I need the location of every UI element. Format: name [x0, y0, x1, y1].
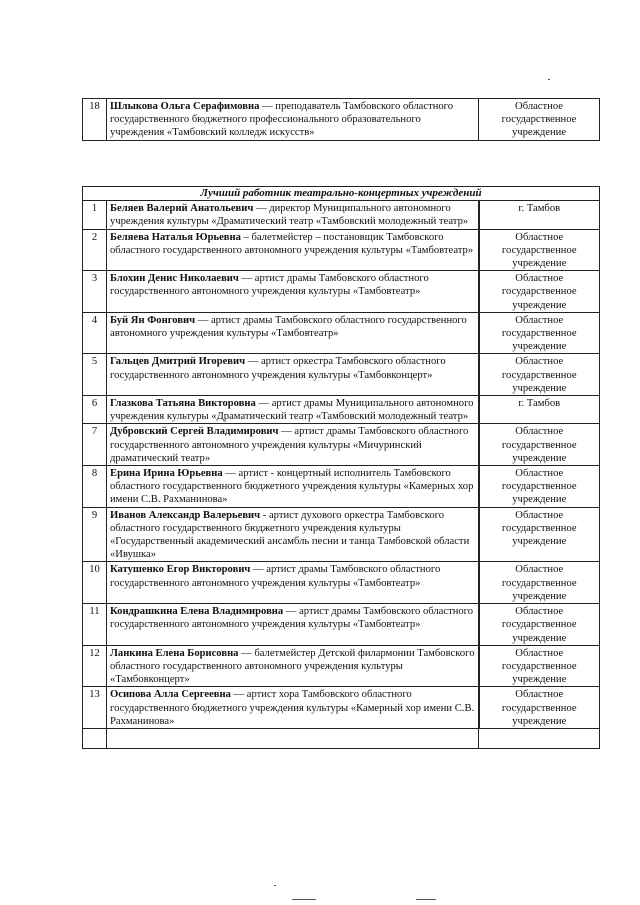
table-row: [83, 645, 600, 687]
nominee-name: Беляева Наталья Юрьевна: [110, 231, 241, 243]
nominee-position: — артист драмы Тамбовского областного государственного автономного учреждения культуры «Тамбовтеатр»: [110, 314, 467, 340]
institution-type: Областное государственное учреждение: [479, 312, 600, 354]
nominee-position: — директор Муниципального автономного учреждения культуры «Драматический театр «Тамбовский молодежный театр»: [110, 203, 469, 228]
nominee-cell: [107, 201, 479, 229]
table-row: [83, 229, 600, 271]
institution-type: Областное государственное учреждение: [479, 507, 600, 562]
row-number: 11: [83, 604, 107, 646]
table-row: [83, 562, 600, 604]
table-row: [83, 687, 600, 729]
table-row: [83, 354, 600, 396]
nominee-name: Глазкова Татьяна Викторовна: [110, 398, 256, 410]
nominee-position: — артист драмы Тамбовского областного государственного автономного учреждения культуры «Тамбовтеатр»: [110, 273, 429, 298]
table-row-empty: [83, 728, 600, 748]
table-top-body: [83, 99, 600, 141]
nominee-name: Иванов Александр Валерьевич: [110, 509, 261, 521]
nominee-name: Блохин Денис Николаевич: [110, 273, 239, 285]
table-theatre-concert: [82, 186, 600, 749]
scan-speck: [416, 899, 436, 900]
nominee-cell: [107, 229, 479, 271]
institution-type: Областное государственное учреждение: [479, 562, 600, 604]
nominee-position: – балетмейстер – постановщик Тамбовского областного государственного автономного учреждения культуры «Тамбовтеатр»: [110, 231, 474, 256]
nominee-cell: [107, 562, 479, 604]
nominee-cell: [107, 424, 479, 466]
row-number: 1: [83, 201, 107, 229]
institution-type: Областное государственное учреждение: [479, 645, 600, 687]
scan-speck: [548, 79, 550, 80]
nominee-name: Осипова Алла Сергеевна: [110, 689, 231, 701]
nominee-position: - артист духового оркестра Тамбовского областного государственного бюджетного учреждения культуры «Государственный академический ансамбль песни и танца Тамбовской области «Ивушка»: [110, 509, 470, 561]
institution-type: Областное государственное учреждение: [479, 687, 600, 729]
nominee-position: — артист хора Тамбовского областного государственного бюджетного учреждения культуры «Камерный хор имени С.В. Рахманинова»: [110, 689, 475, 727]
row-number: 12: [83, 645, 107, 687]
table-row: [83, 396, 600, 424]
nominee-name: Ланкина Елена Борисовна: [110, 647, 239, 659]
row-number: 9: [83, 507, 107, 562]
scan-speck: [274, 885, 276, 886]
table-row: [83, 424, 600, 466]
table-row: [83, 466, 600, 508]
nominee-cell: [107, 507, 479, 562]
institution-type: г. Тамбов: [479, 396, 600, 424]
nominee-name: Беляев Валерий Анатольевич: [110, 203, 254, 215]
row-number: 6: [83, 396, 107, 424]
table-theatre-concert-body: [83, 201, 600, 749]
row-number: 5: [83, 354, 107, 396]
institution-type: Областное государственное учреждение: [479, 99, 600, 141]
nominee-cell: [107, 687, 479, 729]
institution-type: г. Тамбов: [479, 201, 600, 229]
nominee-cell: [107, 354, 479, 396]
institution-type: Областное государственное учреждение: [479, 424, 600, 466]
scan-speck: [292, 899, 316, 900]
nominee-name: Буй Ян Фонгович: [110, 314, 196, 326]
nominee-name: Катушенко Егор Викторович: [110, 564, 251, 576]
row-number: 10: [83, 562, 107, 604]
nominee-position: — артист оркестра Тамбовского областного государственного автономного учреждения культуры «Тамбовконцерт»: [110, 356, 446, 381]
table-row: [83, 312, 600, 354]
table-row: [83, 271, 600, 313]
row-number: 4: [83, 312, 107, 354]
table-row: [83, 99, 600, 141]
nominee-cell: [107, 312, 479, 354]
nominee-cell: [107, 396, 479, 424]
nominee-position: — артист драмы Тамбовского областного государственного автономного учреждения культуры «Тамбовтеатр»: [110, 606, 474, 631]
nominee-cell: [107, 645, 479, 687]
nominee-position: — артист драмы Тамбовского областного государственного автономного учреждения культуры «Мичуринский драматический театр»: [110, 426, 469, 464]
row-number: 13: [83, 687, 107, 729]
row-number: 2: [83, 229, 107, 271]
nominee-name: Кондрашкина Елена Владимировна: [110, 606, 284, 618]
table-row: [83, 507, 600, 562]
institution-type: Областное государственное учреждение: [479, 354, 600, 396]
nominee-cell: [107, 466, 479, 508]
nominee-position: — артист - концертный исполнитель Тамбовского областного государственного бюджетного учреждения культуры «Камерных хор имени С.В. Рахманинова»: [110, 468, 474, 506]
nominee-name: Гальцев Дмитрий Игоревич: [110, 356, 246, 368]
row-number: 8: [83, 466, 107, 508]
table-row: [83, 201, 600, 229]
nominee-cell: [107, 99, 479, 141]
nominee-position: — артист драмы Тамбовского областного государственного автономного учреждения культуры «Тамбовтеатр»: [110, 564, 441, 589]
institution-type: Областное государственное учреждение: [479, 271, 600, 313]
institution-type: Областное государственное учреждение: [479, 229, 600, 271]
nominee-cell: [107, 604, 479, 646]
institution-type: Областное государственное учреждение: [479, 466, 600, 508]
nominee-name: Ерина Ирина Юрьевна: [110, 468, 223, 480]
nominee-position: — артист драмы Муниципального автономного учреждения культуры «Драматический театр «Тамбовский молодежный театр»: [110, 398, 474, 423]
institution-type: Областное государственное учреждение: [479, 604, 600, 646]
table-top-continuation: [82, 98, 600, 141]
empty-cell: [479, 728, 600, 748]
row-number: 18: [83, 99, 107, 141]
empty-cell: [107, 728, 479, 748]
row-number: 7: [83, 424, 107, 466]
empty-cell: [83, 728, 107, 748]
nominee-position: — преподаватель Тамбовского областного государственного бюджетного профессионального образовательного учреждения «Тамбовский колледж искусств»: [110, 101, 454, 139]
nominee-cell: [107, 271, 479, 313]
nominee-position: — балетмейстер Детской филармонии Тамбовского областного государственного автономного учреждения культуры «Тамбовконцерт»: [110, 647, 475, 686]
section-header: Лучший работник театрально-концертных учреждений: [83, 187, 600, 201]
table-row: [83, 604, 600, 646]
nominee-name: Дубровский Сергей Владимирович: [110, 426, 279, 438]
row-number: 3: [83, 271, 107, 313]
nominee-name: Шлыкова Ольга Серафимовна: [110, 101, 260, 112]
